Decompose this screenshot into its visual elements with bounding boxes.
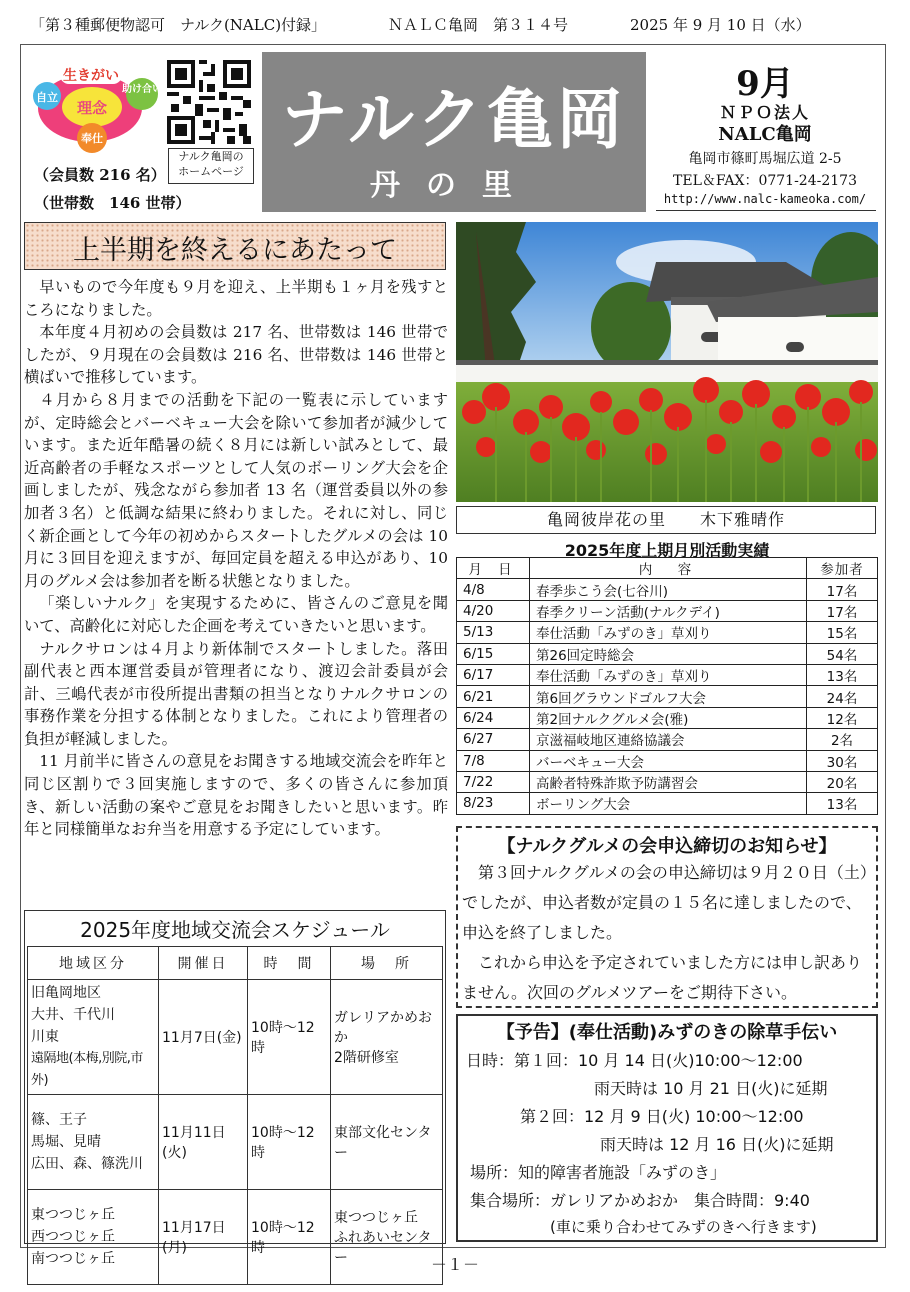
column-header: 月 日 xyxy=(457,558,530,579)
table-row xyxy=(457,793,878,814)
qr-caption-line-2: ホームページ xyxy=(178,165,244,178)
place-line: ガレリアかめおか xyxy=(334,1010,432,1046)
area-line: 馬堀、見晴 xyxy=(31,1134,101,1150)
table-header-row xyxy=(457,558,878,579)
area-line: 南つつじヶ丘 xyxy=(31,1251,115,1267)
org-name: NALC亀岡 xyxy=(718,124,812,145)
date-cell: 6/21 xyxy=(457,686,530,707)
table-row xyxy=(457,686,878,707)
area-line: 東つつじヶ丘 xyxy=(31,1207,115,1223)
article-body xyxy=(24,276,448,841)
issue-month: 9月 xyxy=(736,64,794,104)
logo-top-word: 生きがい xyxy=(63,68,119,84)
photo-higanbana xyxy=(456,222,878,502)
time-cell: 10時～12時 xyxy=(248,1095,331,1190)
column-header: 地域区分 xyxy=(28,947,159,980)
table-row xyxy=(457,729,878,750)
article-paragraph: ナルクサロンは４月より新体制でスタートしました。落田副代表と西本運営委員が管理者になり、渡辺会計委員が会計、三嶋代表が市役所提出書類の担当となりナルクサロンの事務作業を分担する体制となりました。これにより管理者の負担が軽減しました。 xyxy=(24,639,448,748)
place-line: 2階研修室 xyxy=(334,1050,399,1066)
article-title: 上半期を終えるにあたって xyxy=(73,235,397,266)
content-cell: バーベキュー大会 xyxy=(530,750,807,771)
table-row xyxy=(28,980,443,1095)
area-line: 旧亀岡地区 xyxy=(31,985,101,1001)
photo-caption: 亀岡彼岸花の里 木下雅晴作 xyxy=(456,506,876,534)
content-cell: 奉仕活動「みずのき」草刈り xyxy=(530,622,807,643)
count-cell: 2名 xyxy=(807,729,878,750)
logo-bottom-word: 奉仕 xyxy=(81,132,103,145)
nalc-philosophy-logo xyxy=(30,58,162,158)
notice-paragraph: 第３回ナルクグルメの会の申込締切は９月２０日（土）でしたが、申込者数が定員の１５名に達しましたので、申込を終了しました。 xyxy=(462,863,868,942)
column-header: 場 所 xyxy=(331,947,443,980)
activities-table xyxy=(456,557,878,815)
table-row xyxy=(457,771,878,792)
table-row xyxy=(457,750,878,771)
notice-paragraph: これから申込を予定されていました方には申し訳ありません。次回のグルメツアーをご期待下さい。 xyxy=(462,953,863,1002)
area-line: 西つつじヶ丘 xyxy=(31,1229,115,1245)
schedule-title: 2025年度地域交流会スケジュール xyxy=(80,918,390,942)
issue-date: 2025 年 9 月 10 日（水） xyxy=(630,16,811,34)
date-cell: 11月11日(火) xyxy=(159,1095,248,1190)
column-header: 時 間 xyxy=(248,947,331,980)
time-cell: 10時～12時 xyxy=(248,980,331,1095)
table-row xyxy=(457,579,878,600)
schedule-table xyxy=(27,946,443,1285)
place-line: 東部文化センター xyxy=(334,1125,432,1161)
time-cell: 10時～12時 xyxy=(248,1190,331,1285)
content-cell: ボーリング大会 xyxy=(530,793,807,814)
count-cell: 15名 xyxy=(807,622,878,643)
notice-body xyxy=(462,858,872,1008)
table-header-row xyxy=(28,947,443,980)
plan-line: 集合場所：ガレリアかめおか 集合時間：9:40 xyxy=(470,1191,810,1210)
article-paragraph: 早いもので今年度も９月を迎え、上半期も１ヶ月を残すところになりました。 xyxy=(24,278,448,319)
content-cell: 第26回定時総会 xyxy=(530,643,807,664)
org-address: 亀岡市篠町馬堀広道 2-5 xyxy=(688,151,842,167)
place-cell xyxy=(331,1095,443,1190)
article-paragraph: ４月から８月までの活動を下記の一覧表に示していますが、定時総会とバーベキュー大会を除いて参加者が減少しています。また近年酷暑の続く８月には新しい試みとして、最近高齢者の手軽なスポーツとして人気のボーリング大会を企画しましたが、残念ながら参加者 13 名（運営委員以外の参加者３名）と低調な結果に終わりました。それに対し、同じく新企画として今年の初めからスタートしたグルメの会は 10 月に３回目を迎えますが、毎回定員を超える申込があり、10 月のグルメ会は参加者を断る状態となりました。 xyxy=(24,390,448,590)
area-cell xyxy=(28,980,159,1095)
count-cell: 17名 xyxy=(807,600,878,621)
plan-line: 場所：知的障害者施設「みずのき」 xyxy=(470,1163,727,1182)
content-cell: 京滋福岐地区連絡協議会 xyxy=(530,729,807,750)
plan-line: 雨天時は 12 月 16 日(火)に延期 xyxy=(600,1135,834,1154)
household-count: （世帯数 146 世帯） xyxy=(34,194,191,212)
content-cell: 高齢者特殊詐欺予防講習会 xyxy=(530,771,807,792)
date-cell: 11月7日(金) xyxy=(159,980,248,1095)
org-url[interactable]: http://www.nalc-kameoka.com/ xyxy=(663,192,867,206)
area-line: 広田、森、篠洗川 xyxy=(31,1156,143,1172)
content-cell: 奉仕活動「みずのき」草刈り xyxy=(530,664,807,685)
date-cell: 8/23 xyxy=(457,793,530,814)
column-header: 内 容 xyxy=(530,558,807,579)
date-cell: 4/8 xyxy=(457,579,530,600)
count-cell: 12名 xyxy=(807,707,878,728)
qr-caption-line-1: ナルク亀岡の xyxy=(178,150,244,163)
top-line xyxy=(30,14,880,36)
article-paragraph: 11 月前半に皆さんの意見をお聞きする地域交流会を昨年と同じ区割りで３回実施しますので、多くの皆さんに参加頂き、新しい活動の案やご意見をお聞きしたいと思います。昨年と同様簡単なお弁当を用意する予定にしています。 xyxy=(24,752,448,839)
date-cell: 7/22 xyxy=(457,771,530,792)
area-line: 遠隔地(本梅,別院,市外) xyxy=(31,1051,143,1088)
column-header: 参加者 xyxy=(807,558,878,579)
count-cell: 13名 xyxy=(807,664,878,685)
place-line: ふれあいセンター xyxy=(334,1230,432,1266)
content-cell: 第6回グラウンドゴルフ大会 xyxy=(530,686,807,707)
date-cell: 6/17 xyxy=(457,664,530,685)
date-cell: 7/8 xyxy=(457,750,530,771)
date-cell: 4/20 xyxy=(457,600,530,621)
qr-code[interactable] xyxy=(167,60,251,144)
logo-right-word: 助け合い xyxy=(122,84,162,95)
count-cell: 13名 xyxy=(807,793,878,814)
activities-title: 2025年度上期月別活動実績 xyxy=(564,541,770,560)
plan-line: 第２回：12 月 9 日(火) 10:00～12:00 xyxy=(520,1107,804,1126)
logo-center-word: 理念 xyxy=(76,99,108,117)
page-number: －１－ xyxy=(430,1255,479,1274)
date-cell: 11月17日(月) xyxy=(159,1190,248,1285)
date-cell: 6/27 xyxy=(457,729,530,750)
member-count: （会員数 216 名） xyxy=(34,166,166,184)
qr-caption xyxy=(168,148,254,184)
plan-line: 日時：第１回：10 月 14 日(火)10:00～12:00 xyxy=(466,1051,803,1070)
table-row xyxy=(457,622,878,643)
permit-text: 「第３種郵便物認可 ナルク(NALC)付録」 xyxy=(30,16,327,34)
count-cell: 17名 xyxy=(807,579,878,600)
content-cell: 第2回ナルクグルメ会(雅) xyxy=(530,707,807,728)
table-row xyxy=(457,707,878,728)
newsletter-title: ナルク亀岡 xyxy=(281,81,627,158)
table-row xyxy=(457,600,878,621)
notice-title: 【ナルクグルメの会申込締切のお知らせ】 xyxy=(497,836,837,857)
npo-label: ＮＰＯ法人 xyxy=(719,103,810,122)
column-header: 開催日 xyxy=(159,947,248,980)
article-paragraph: 本年度４月初めの会員数は 217 名、世帯数は 146 世帯でしたが、９月現在の会員数は 216 名、世帯数は 146 世帯と横ばいで推移しています。 xyxy=(24,323,448,387)
date-cell: 6/24 xyxy=(457,707,530,728)
plan-line: (車に乗り合わせてみずのきへ行きます) xyxy=(550,1218,817,1236)
logo-left-word: 自立 xyxy=(36,91,58,104)
table-row xyxy=(28,1095,443,1190)
issue-number: ＮＡＬＣ亀岡 第３１４号 xyxy=(388,16,569,34)
table-row xyxy=(457,643,878,664)
place-line: 東つつじヶ丘 xyxy=(334,1210,418,1226)
date-cell: 6/15 xyxy=(457,643,530,664)
divider xyxy=(656,210,876,211)
area-line: 篠、王子 xyxy=(31,1112,87,1128)
newsletter-subtitle: 丹の里 xyxy=(370,168,538,203)
count-cell: 24名 xyxy=(807,686,878,707)
plan-line: 雨天時は 10 月 21 日(火)に延期 xyxy=(594,1079,828,1098)
count-cell: 54名 xyxy=(807,643,878,664)
article-paragraph: 「楽しいナルク」を実現するために、皆さんのご意見を聞いて、高齢化に対応した企画を考えていきたいと思います。 xyxy=(24,594,448,635)
area-line: 川東 xyxy=(31,1029,59,1045)
count-cell: 20名 xyxy=(807,771,878,792)
count-cell: 30名 xyxy=(807,750,878,771)
table-row xyxy=(457,664,878,685)
area-cell xyxy=(28,1095,159,1190)
area-line: 大井、千代川 xyxy=(31,1007,115,1023)
plan-title: 【予告】(奉仕活動)みずのきの除草手伝い xyxy=(496,1022,838,1043)
place-cell xyxy=(331,980,443,1095)
content-cell: 春季歩こう会(七谷川) xyxy=(530,579,807,600)
org-phone: TEL＆FAX：0771-24-2173 xyxy=(673,173,857,189)
date-cell: 5/13 xyxy=(457,622,530,643)
content-cell: 春季クリーン活動(ナルクデイ) xyxy=(530,600,807,621)
